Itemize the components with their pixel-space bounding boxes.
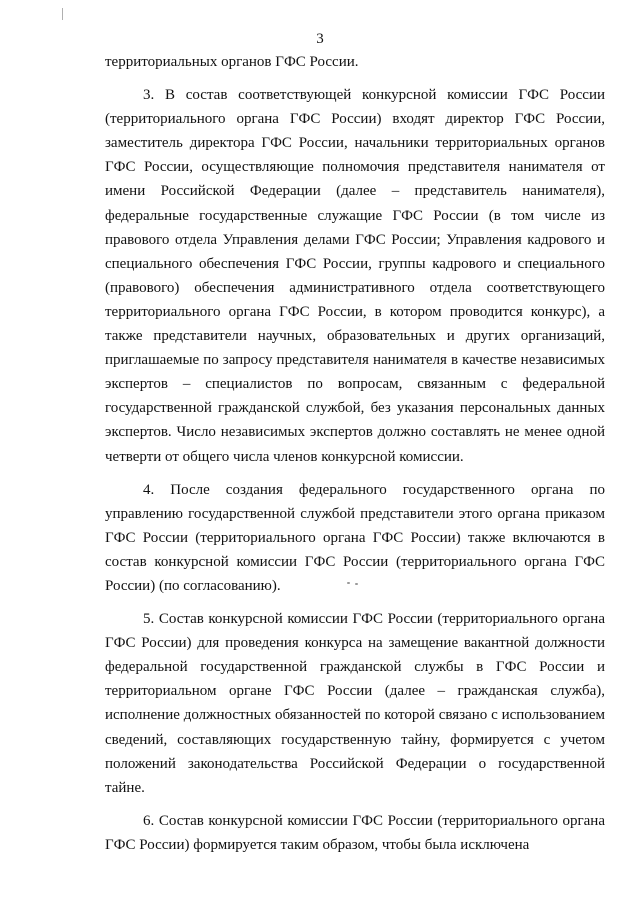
paragraph-item-4: 4. После создания федерального государственного органа по управлению государственной службой представители этого органа приказом ГФС России (территориального органа ГФС России) также включаются в состав конкурсной комиссии ГФС России (территориального органа ГФС России) (по согласованию). [105, 481, 605, 594]
paragraph-item-5: 5. Состав конкурсной комиссии ГФС России (территориального органа ГФС России) для проведения конкурса на замещение вакантной должности федеральной государственной гражданской службы в ГФС России и территориальном органе ГФС России (далее – гражданская служба), исполнение должностных обязанностей по которой связано с использованием сведений, составляющих государственную тайну, формируется с учетом положений законодательства Российской Федерации о государственной тайне. [105, 611, 605, 796]
page-number: 3 [316, 31, 324, 47]
scan-speck [347, 582, 350, 584]
paragraph-item-6: 6. Состав конкурсной комиссии ГФС России (территориального органа ГФС России) формируется таким образом, чтобы была исключена [105, 812, 605, 853]
document-body [105, 50, 605, 866]
paragraph-item-3: 3. В состав соответствующей конкурсной комиссии ГФС России (территориального органа ГФС России) входят директор ГФС России, заместитель директора ГФС России, начальники территориальных органов ГФС России, осуществляющие полномочия представителя нанимателя от имени Российской Федерации (далее – представитель нанимателя), федеральные государственные служащие ГФС России (в том числе из правового отдела Управления делами ГФС России; Управления кадрового и специального обеспечения ГФС России, группы кадрового и специального (правового) обеспечения административного отдела соответствующего территориального органа ГФС России, в котором проводится конкурс), а также представители научных, образовательных и других организаций, приглашаемые по запросу представителя нанимателя в качестве независимых экспертов – специалистов по вопросам, связанным с федеральной государственной гражданской службой, без указания персональных данных экспертов. Число независимых экспертов должно составлять не менее одной четверти от общего числа членов конкурсной комиссии. [105, 87, 605, 465]
scan-edge-mark [62, 8, 63, 20]
scan-speck [355, 583, 358, 585]
paragraph-continuation: территориальных органов ГФС России. [105, 54, 359, 70]
